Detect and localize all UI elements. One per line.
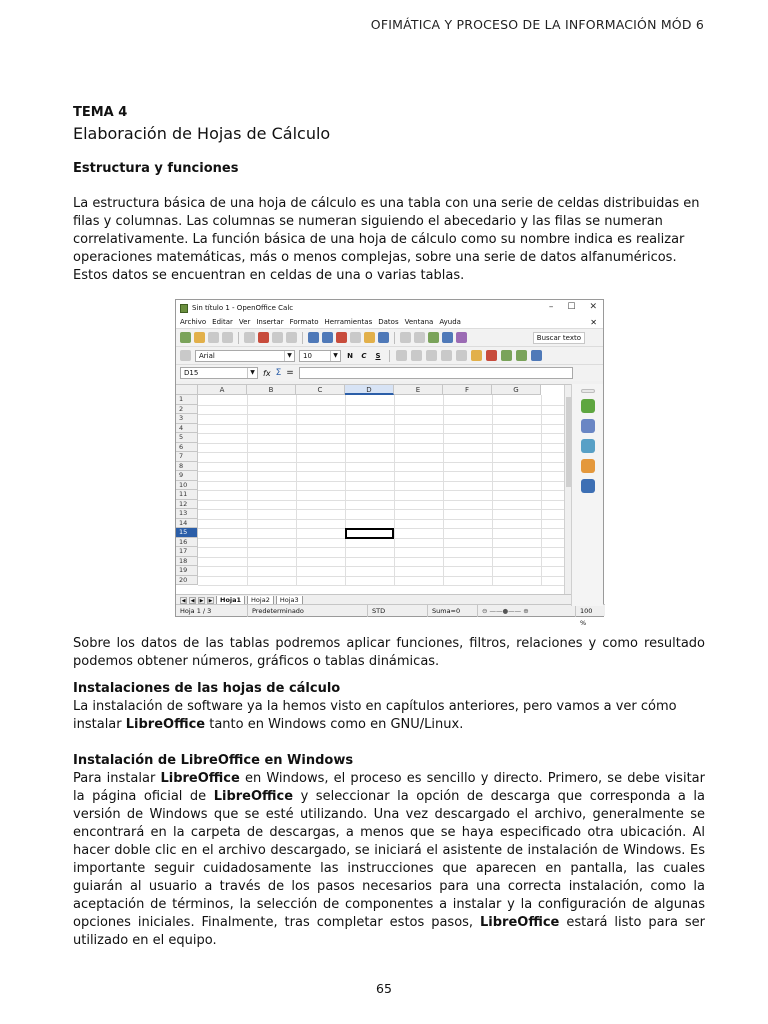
app-icon — [180, 304, 188, 313]
section-heading-installations: Instalaciones de las hojas de cálculo — [73, 681, 341, 696]
pdf-icon[interactable] — [258, 332, 269, 343]
grid-row-line — [198, 519, 564, 520]
figure — [73, 299, 705, 627]
maximize-icon[interactable]: ☐ — [567, 302, 576, 312]
row-header-2[interactable]: 2 — [176, 405, 198, 415]
spreadsheet-grid[interactable] — [176, 384, 572, 594]
decimal-remove-icon[interactable] — [516, 350, 527, 361]
edit-file-icon[interactable] — [244, 332, 255, 343]
select-all-corner[interactable] — [176, 385, 198, 395]
window-controls — [549, 302, 597, 312]
copy-icon[interactable] — [350, 332, 361, 343]
menu-bar — [176, 316, 603, 328]
redo-icon[interactable] — [414, 332, 425, 343]
paragraph-structure: La estructura básica de una hoja de cálculo es una tabla con una serie de celdas distribuidas en filas y columnas. Las columnas se numeran siguiendo el abecedario y las filas se numeran correlativamente. La función básica de una hoja de cálculo como su nombre indica es realizar operaciones matemáticas, más o menos complejas, sobre una serie de datos alfanuméricos. Estos datos se encuentran en celdas de una o varias tablas. — [73, 196, 700, 283]
formula-input[interactable] — [299, 367, 573, 379]
prev-sheet-icon[interactable]: ◀ — [190, 598, 195, 604]
grid-row-line — [198, 452, 564, 453]
styles-formatting-icon[interactable] — [581, 419, 595, 433]
row-header-3[interactable]: 3 — [176, 414, 198, 424]
column-header-e[interactable]: E — [394, 385, 443, 395]
row-header-12[interactable]: 12 — [176, 500, 198, 510]
row-header-9[interactable]: 9 — [176, 471, 198, 481]
document-close-icon[interactable]: ✕ — [590, 317, 597, 327]
column-header-c[interactable]: C — [296, 385, 345, 395]
menu-editar[interactable]: Editar — [212, 318, 233, 326]
paragraph-windows-install — [73, 770, 705, 950]
sort-descending-icon[interactable] — [456, 332, 467, 343]
section-heading-structure: Estructura y funciones — [73, 161, 239, 176]
formatting-toolbar — [176, 346, 603, 364]
email-icon[interactable] — [222, 332, 233, 343]
status-mode: STD — [368, 605, 428, 617]
autospellcheck-icon[interactable] — [322, 332, 333, 343]
text-run: y seleccionar la opción de descarga que corresponda a la versión de Windows que se esté utilizando. Una vez descargado el archivo, generalmente se encontrará en la carpeta de descargas, a menos que se haya especificado otra ubicación. Al hacer doble clic en el archivo descargado, se iniciará el asistente de instalación de Windows. Es importante seguir cuidadosamente las instrucciones que aparecen en pantalla, las cuales guiarán al usuario a través de los pasos necesarios para una correcta instalación, como la aceptación de términos, la selección de componentes a instalar y la configuración de algunas opciones iniciales. Finalmente, tras completar estos pasos, — [73, 789, 706, 930]
font-size-value: 10 — [303, 351, 312, 360]
page-content — [73, 105, 705, 950]
navigator-icon[interactable] — [581, 459, 595, 473]
chapter-label: TEMA 4 — [73, 105, 128, 120]
status-zoom: 100 % — [580, 606, 593, 627]
menu-ayuda[interactable]: Ayuda — [439, 318, 461, 326]
grid-row-line — [198, 585, 564, 586]
merge-cells-icon[interactable] — [456, 350, 467, 361]
row-header-13[interactable]: 13 — [176, 509, 198, 519]
grid-row-line — [198, 547, 564, 548]
next-sheet-icon[interactable]: ▶ — [199, 598, 204, 604]
text-run: La instalación de software ya la hemos visto en capítulos anteriores, pero vamos a ver cómo instalar — [73, 699, 677, 732]
cut-icon[interactable] — [336, 332, 347, 343]
column-header-g[interactable]: G — [492, 385, 541, 395]
gallery-icon[interactable] — [581, 439, 595, 453]
properties-icon[interactable] — [581, 399, 595, 413]
italic-button[interactable]: C — [361, 351, 367, 360]
row-header-1[interactable]: 1 — [176, 395, 198, 405]
grid-row-line — [198, 443, 564, 444]
row-header-18[interactable]: 18 — [176, 557, 198, 567]
chevron-down-icon: ▼ — [330, 351, 340, 361]
row-header-5[interactable]: 5 — [176, 433, 198, 443]
grid-row-line — [198, 471, 564, 472]
print-preview-icon[interactable] — [286, 332, 297, 343]
column-header-a[interactable]: A — [198, 385, 247, 395]
underline-button[interactable]: S — [375, 351, 381, 360]
indent-icon[interactable] — [531, 350, 542, 361]
grid-row-line — [198, 424, 564, 425]
text-run: Para instalar — [73, 771, 161, 786]
hyperlink-icon[interactable] — [428, 332, 439, 343]
toolbar-separator — [389, 350, 390, 362]
grid-row-line — [198, 490, 564, 491]
sort-ascending-icon[interactable] — [442, 332, 453, 343]
page-number: 65 — [376, 981, 392, 996]
new-icon[interactable] — [180, 332, 191, 343]
styles-icon[interactable] — [180, 350, 191, 361]
active-cell[interactable] — [345, 528, 394, 539]
align-left-icon[interactable] — [396, 350, 407, 361]
sheet-tab-hoja3[interactable]: Hoja3 — [276, 596, 303, 605]
grid-row-line — [198, 433, 564, 434]
spellcheck-icon[interactable] — [308, 332, 319, 343]
decimal-add-icon[interactable] — [501, 350, 512, 361]
row-header-14[interactable]: 14 — [176, 519, 198, 529]
status-bar — [176, 604, 605, 627]
paragraph-functions: Sobre los datos de las tablas podremos aplicar funciones, filtros, relaciones y como resultado podemos obtener números, gráficos o tablas dinámicas. — [73, 636, 705, 669]
close-icon[interactable]: ✕ — [589, 302, 597, 312]
name-box[interactable] — [180, 367, 258, 379]
menu-ventana[interactable]: Ventana — [404, 318, 434, 326]
row-header-15[interactable]: 15 — [176, 528, 198, 538]
text-run: tanto en Windows como en GNU/Linux. — [205, 717, 464, 732]
zoom-slider[interactable]: ⊖ ——●—— ⊕ — [478, 605, 576, 617]
clone-format-icon[interactable] — [378, 332, 389, 343]
status-style: Predeterminado — [248, 605, 368, 617]
last-sheet-icon[interactable]: ▶ — [208, 598, 213, 604]
grid-row-line — [198, 414, 564, 415]
open-icon[interactable] — [194, 332, 205, 343]
text-run: estará listo para ser utilizado en el equipo. — [73, 915, 705, 948]
bold-button[interactable]: N — [347, 351, 353, 360]
justify-icon[interactable] — [441, 350, 452, 361]
grid-row-line — [198, 405, 564, 406]
font-size-select[interactable] — [299, 350, 341, 362]
toolbar-separator — [238, 332, 239, 344]
row-header-10[interactable]: 10 — [176, 481, 198, 491]
column-header-b[interactable]: B — [247, 385, 296, 395]
font-name-select[interactable] — [195, 350, 295, 362]
bold-term: LibreOffice — [125, 717, 206, 732]
sum-icon[interactable]: Σ — [275, 368, 282, 378]
row-header-6[interactable]: 6 — [176, 443, 198, 453]
menu-archivo[interactable]: Archivo — [180, 318, 207, 326]
first-sheet-icon[interactable]: ◀ — [181, 598, 186, 604]
minimize-icon[interactable]: – — [548, 302, 554, 312]
search-text-field[interactable]: Buscar texto — [533, 332, 585, 344]
section-heading-windows-install: Instalación de LibreOffice en Windows — [73, 753, 354, 768]
menu-herramientas[interactable]: Herramientas — [324, 318, 373, 326]
currency-icon[interactable] — [471, 350, 482, 361]
font-name-value: Arial — [199, 351, 215, 360]
grid-row-line — [198, 566, 564, 567]
grid-row-line — [198, 462, 564, 463]
sheet-tab-hoja2[interactable]: Hoja2 — [247, 596, 274, 605]
menu-insertar[interactable]: Insertar — [256, 318, 284, 326]
menu-formato[interactable]: Formato — [289, 318, 319, 326]
row-header-20[interactable]: 20 — [176, 576, 198, 586]
bold-term: LibreOffice — [480, 915, 560, 930]
calc-screenshot — [175, 299, 604, 627]
menu-ver[interactable]: Ver — [238, 318, 251, 326]
paragraph-installations — [73, 698, 705, 734]
align-right-icon[interactable] — [426, 350, 437, 361]
chevron-down-icon: ▼ — [247, 368, 257, 378]
row-header-4[interactable]: 4 — [176, 424, 198, 434]
toolbar-separator — [394, 332, 395, 344]
sidebar-menu-icon[interactable] — [581, 389, 595, 393]
text-run: en Windows, el proceso es sencillo y directo. Primero, se debe visitar la página oficial de — [73, 771, 705, 804]
column-header-d[interactable]: D — [345, 385, 394, 395]
percent-icon[interactable] — [486, 350, 497, 361]
menu-datos[interactable]: Datos — [378, 318, 399, 326]
standard-toolbar — [176, 328, 603, 346]
chevron-down-icon: ▼ — [284, 351, 294, 361]
row-header-16[interactable]: 16 — [176, 538, 198, 548]
equals-icon[interactable]: = — [286, 368, 294, 378]
formula-bar — [176, 364, 603, 381]
align-center-icon[interactable] — [411, 350, 422, 361]
grid-row-line — [198, 576, 564, 577]
chapter-title: Elaboración de Hojas de Cálculo — [73, 124, 331, 143]
row-header-8[interactable]: 8 — [176, 462, 198, 472]
row-header-17[interactable]: 17 — [176, 547, 198, 557]
grid-row-line — [198, 481, 564, 482]
bold-term: LibreOffice — [213, 789, 294, 804]
status-sum: Suma=0 — [428, 605, 478, 617]
row-header-7[interactable]: 7 — [176, 452, 198, 462]
toolbar-separator — [302, 332, 303, 344]
grid-row-line — [198, 557, 564, 558]
sheet-tab-hoja1[interactable]: Hoja1 — [216, 596, 245, 605]
row-header-11[interactable]: 11 — [176, 490, 198, 500]
running-header: OFIMÁTICA Y PROCESO DE LA INFORMACIÓN MÓD 6 — [370, 17, 704, 32]
functions-icon[interactable] — [581, 479, 595, 493]
window-titlebar — [176, 300, 603, 316]
grid-row-line — [198, 509, 564, 510]
sidebar-deck — [571, 384, 603, 606]
print-icon[interactable] — [272, 332, 283, 343]
status-sheet: Hoja 1 / 3 — [176, 605, 248, 617]
cell-reference: D15 — [184, 369, 199, 377]
paste-icon[interactable] — [364, 332, 375, 343]
grid-row-line — [198, 500, 564, 501]
save-icon[interactable] — [208, 332, 219, 343]
window-title: Sin título 1 - OpenOffice Calc — [192, 304, 294, 312]
bold-term: LibreOffice — [160, 771, 240, 786]
column-header-f[interactable]: F — [443, 385, 492, 395]
function-wizard-icon[interactable]: fx — [263, 368, 271, 378]
undo-icon[interactable] — [400, 332, 411, 343]
row-header-19[interactable]: 19 — [176, 566, 198, 576]
